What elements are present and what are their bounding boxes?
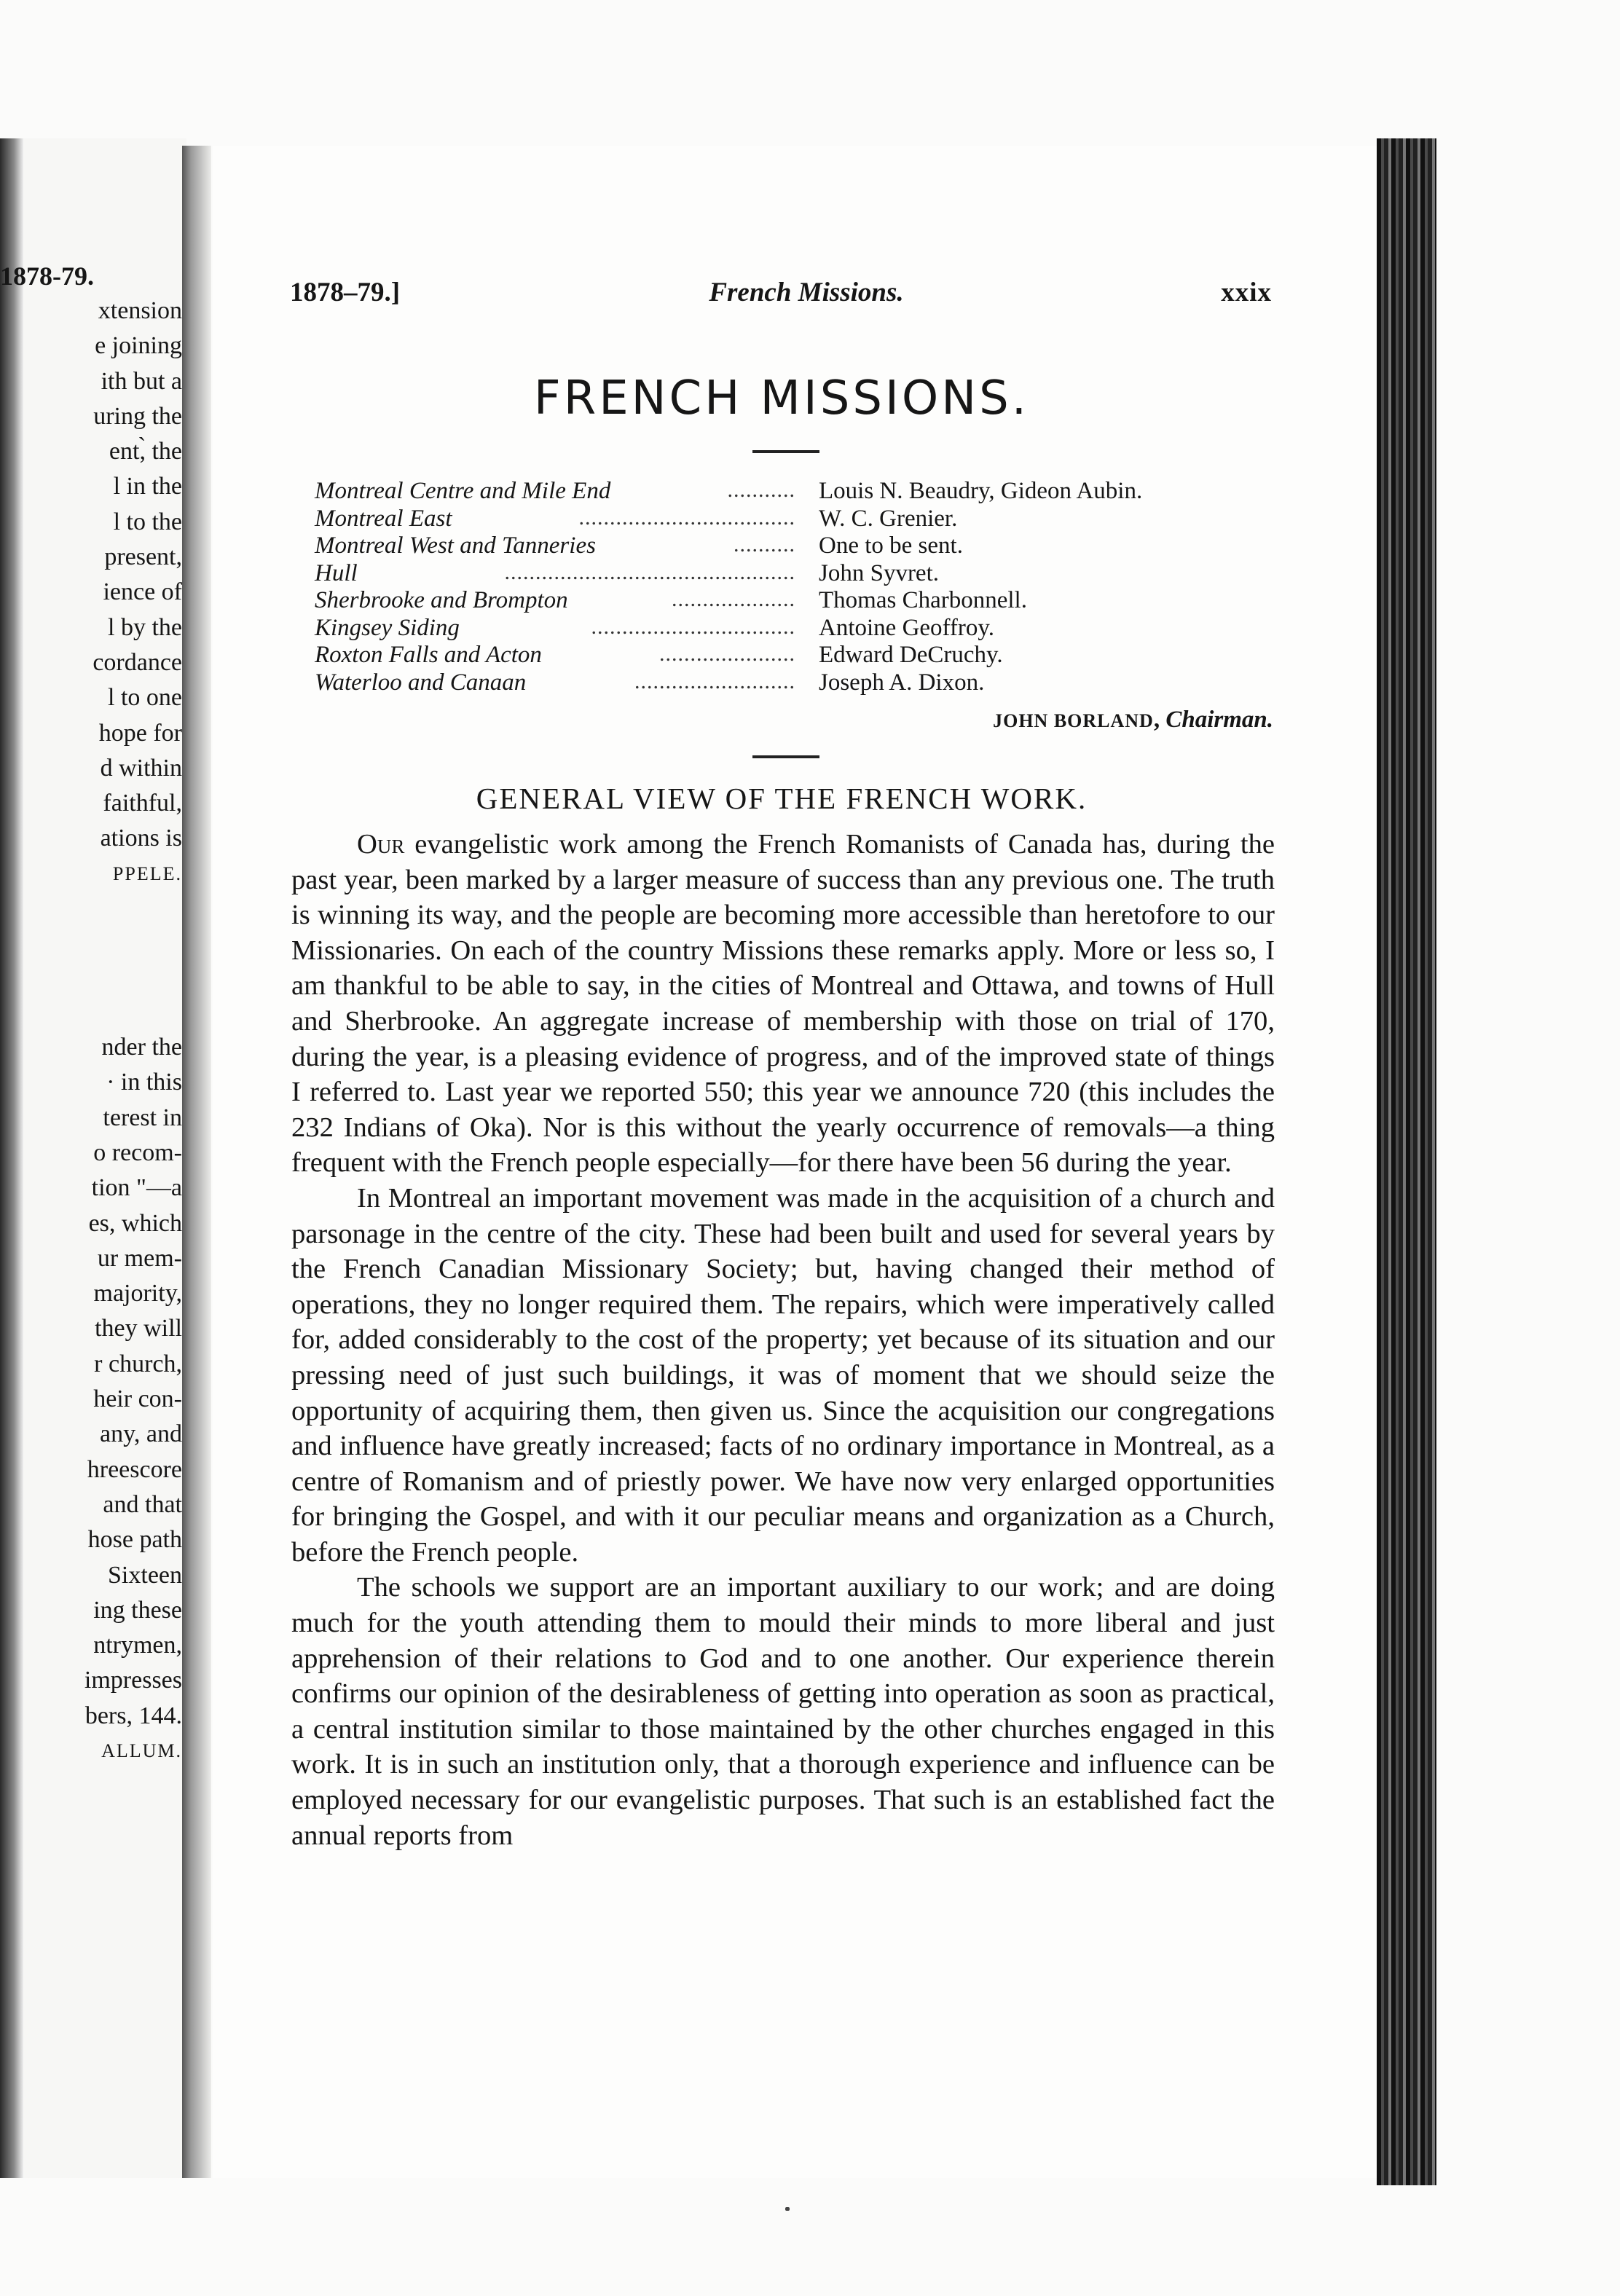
previous-page-line: ations is (100, 825, 182, 852)
leader-dots: ................................... (578, 505, 795, 530)
stations-list (315, 478, 1276, 696)
previous-page-line: l in the (113, 473, 182, 500)
previous-page-line: ith but a (101, 367, 182, 395)
station-missionaries: One to be sent. (819, 532, 963, 559)
previous-page-line: tion "—a (91, 1174, 182, 1202)
page-edges (1377, 138, 1436, 2185)
previous-page-line: l by the (108, 613, 182, 641)
leader-dots: .......... (734, 532, 795, 557)
previous-page-line: o recom- (93, 1139, 182, 1166)
previous-page-line: majority, (93, 1280, 182, 1308)
section-heading: GENERAL VIEW OF THE FRENCH WORK. (476, 782, 1088, 815)
previous-page-line: e joining (95, 332, 182, 360)
previous-page-line: ent,̀ the (109, 438, 182, 465)
paragraph-text: The schools we support are an important auxiliary to our work; and are doing much for the youth attending them to mould their minds to more liberal and just apprehension of their relations to God and to one another. Our experience therein confirms our opinion of the desirableness of getting into operation as soon as practical, a central institution similar to those maintained by the other churches engaged in this work. It is in such an institution only, that a thorough experience and influence can be employed necessary for our evangelistic purposes. That such is an established fact the annual reports from (291, 1572, 1275, 1851)
title-rule (752, 450, 819, 453)
body-paragraph (291, 827, 1275, 1181)
station-missionaries: John Syvret. (819, 559, 939, 586)
leader-dots: ................................. (591, 614, 795, 639)
previous-page-line: terest in (103, 1104, 182, 1131)
leader-dots: .......................... (634, 669, 795, 693)
section-rule (752, 755, 819, 758)
previous-page-line: l to one (108, 684, 182, 712)
previous-page-line: Sixteen (108, 1561, 182, 1589)
previous-page-line: xtension (98, 297, 182, 324)
previous-page-line: hreescore (87, 1455, 182, 1483)
previous-page-line: r church, (94, 1350, 182, 1377)
previous-page-gap (4, 892, 182, 1030)
previous-page-line: PPELE. (112, 862, 182, 884)
previous-page-line: impresses (84, 1667, 182, 1694)
previous-page-line: hope for (98, 719, 182, 747)
body-paragraph (291, 1570, 1275, 1853)
previous-page-line: cordance (93, 648, 182, 676)
previous-page-line: present, (104, 543, 182, 571)
previous-page-year-head: 1878-79. (0, 262, 94, 291)
station-row (315, 642, 1276, 669)
previous-page-line: hose path (87, 1526, 182, 1554)
leader-dots: .................... (672, 587, 795, 611)
previous-page-line: ntrymen, (93, 1632, 182, 1659)
previous-page-line: bers, 144. (84, 1702, 182, 1729)
previous-page-line: they will (95, 1315, 182, 1342)
previous-page-line: heir con- (93, 1385, 182, 1413)
station-missionaries: Louis N. Beaudry, Gideon Aubin. (819, 478, 1143, 504)
chairman-role: Chairman. (1165, 707, 1273, 733)
station-place: Waterloo and Canaan (315, 669, 527, 696)
station-row (315, 478, 1276, 506)
station-row (315, 587, 1276, 615)
station-missionaries: Joseph A. Dixon. (819, 669, 985, 696)
body-text (291, 827, 1275, 1853)
station-row (315, 532, 1276, 560)
previous-page-line: and that (103, 1490, 182, 1518)
previous-page-line: es, which (88, 1209, 182, 1237)
station-missionaries: Thomas Charbonnell. (819, 587, 1027, 613)
header-year: 1878–79.] (290, 278, 401, 307)
previous-page-line: any, and (100, 1420, 182, 1448)
previous-page-line: d within (100, 754, 182, 782)
leader-dots: ...................... (659, 642, 795, 666)
previous-page-line: ience of (103, 578, 182, 606)
previous-page-line: · in this (106, 1069, 182, 1096)
previous-page-text (4, 259, 182, 1769)
station-place: Montreal West and Tanneries (315, 532, 596, 559)
station-missionaries: Antoine Geoffroy. (819, 614, 995, 641)
chairman-signature: JOHN BORLAND, Chairman. (993, 707, 1273, 733)
station-place: Kingsey Siding (315, 614, 460, 641)
page-number: xxix (1221, 278, 1272, 307)
station-missionaries: Edward DeCruchy. (819, 642, 1003, 668)
previous-page-line: ing these (93, 1596, 182, 1624)
station-row (315, 560, 1276, 588)
page-title: FRENCH MISSIONS. (533, 371, 1030, 425)
station-place: Montreal East (315, 505, 452, 532)
station-place: Sherbrooke and Brompton (315, 587, 568, 613)
station-place: Montreal Centre and Mile End (315, 478, 611, 504)
body-paragraph (291, 1181, 1275, 1570)
previous-page-line: uring the (93, 402, 182, 430)
station-place: Roxton Falls and Acton (315, 642, 542, 668)
paragraph-lead: Our (357, 829, 405, 860)
previous-page-line: faithful, (103, 790, 182, 817)
leader-dots: ........... (727, 478, 795, 502)
station-row (315, 615, 1276, 642)
previous-page-line: ur mem- (97, 1244, 182, 1272)
paragraph-text: evangelistic work among the French Romanists of Canada has, during the past year, been marked by a larger measure of success than any previous one. The truth is winning its way, and the people are becoming more accessible than heretofore to our Missionaries. On each of the country Missions these remarks apply. More or less so, I am thankful to be able to say, in the cities of Montreal and Ottawa, and towns of Hull and Sherbrooke. An aggregate increase of membership with those on trial of 170, during the year, is a pleasing evidence of progress, and of the improved state of things I referred to. Last year we reported 550; this year we announce 720 (this includes the 232 Indians of Oka). Nor is this without the yearly occurrence of removals—a thing frequent with the French people especially—for there have been 56 during the year. (291, 829, 1275, 1179)
station-row (315, 506, 1276, 533)
book-fold (182, 146, 211, 2178)
station-place: Hull (315, 559, 358, 586)
previous-page-line: ALLUM. (101, 1739, 182, 1761)
station-missionaries: W. C. Grenier. (819, 505, 958, 532)
previous-page-line: l to the (113, 508, 182, 535)
station-row (315, 669, 1276, 697)
paragraph-text: In Montreal an important movement was made in the acquisition of a church and parsonage in the centre of the city. These had been built and used for several years by the French Canadian Missionary Society; but, having changed their method of operations, they no longer required them. The repairs, which were imperatively called for, added considerably to the cost of the property; yet because of its situation and our pressing need of just such buildings, it was of moment that we should seize the opportunity of acquiring them, then given us. Since the acquisition our congregations and influence have greatly increased; facts of no ordinary importance in Montreal, as a centre of Romanism and of priestly power. We have now very enlarged opportunities for bringing the Gospel, and with it our peculiar means and organization as a Church, before the French people. (291, 1182, 1275, 1568)
chairman-name: JOHN BORLAND (993, 710, 1154, 731)
previous-page-line: nder the (101, 1034, 182, 1061)
scan-speck (785, 2207, 790, 2211)
leader-dots: ............................................... (504, 559, 795, 584)
header-section-title: French Missions. (709, 278, 904, 307)
